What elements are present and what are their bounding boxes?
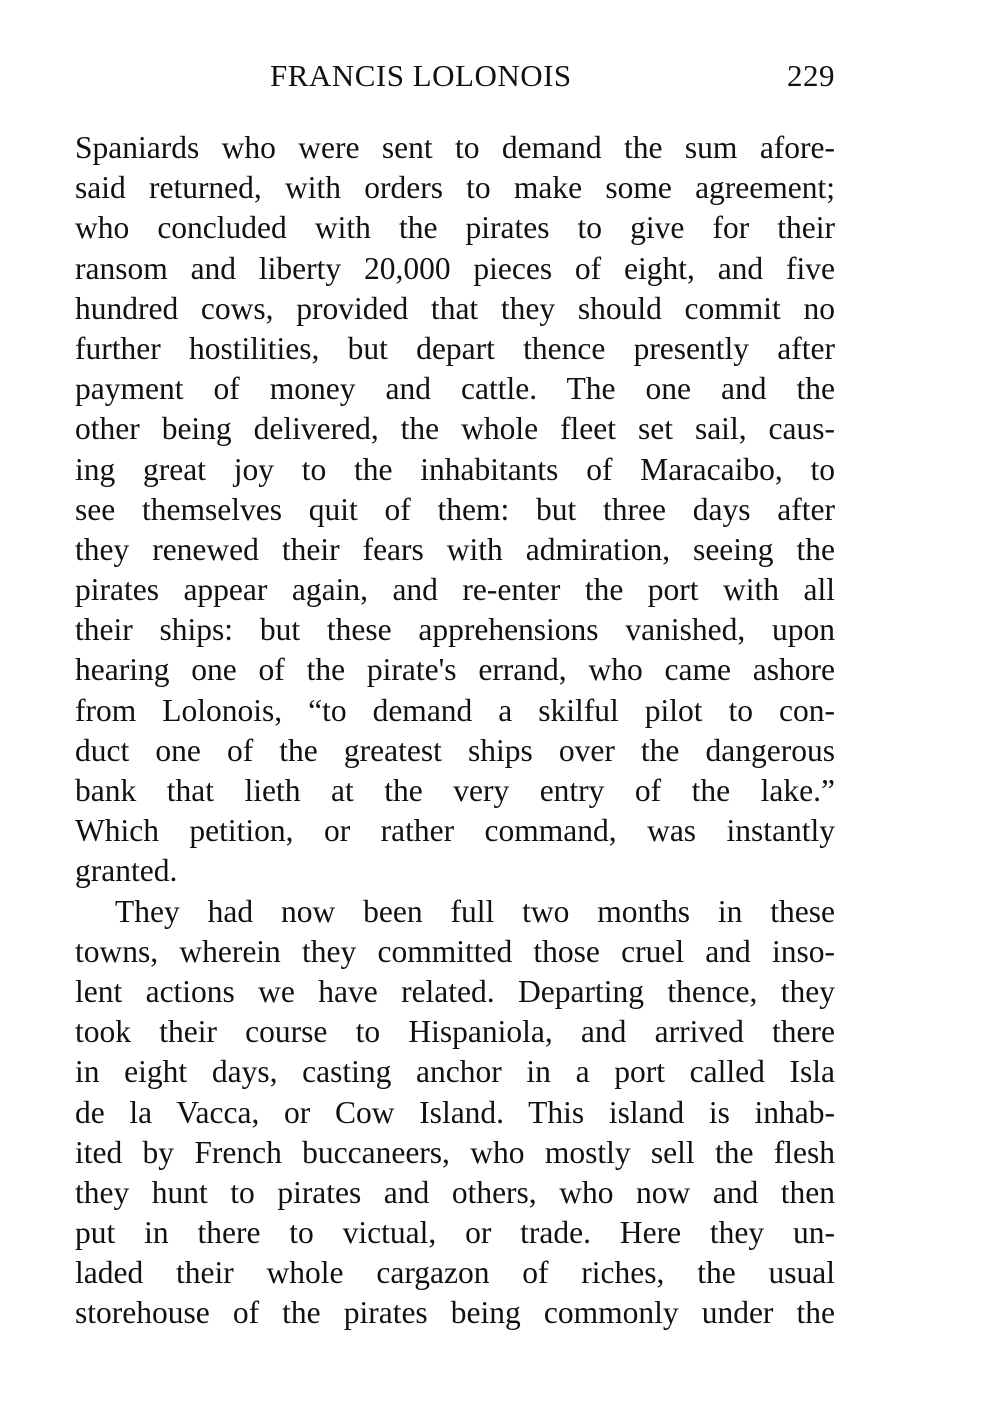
text-line: they hunt to pirates and others, who now and then — [75, 1174, 835, 1210]
text-line: put in there to victual, or trade. Here they un- — [75, 1215, 835, 1251]
text-line: see themselves quit of them: but three days after — [75, 491, 835, 527]
body-text — [75, 128, 835, 1334]
text-line: hearing one of the pirate's errand, who came ashore — [75, 652, 835, 688]
paragraph — [75, 892, 835, 1334]
text-line: took their course to Hispaniola, and arrived there — [75, 1014, 835, 1050]
text-line: pirates appear again, and re-enter the port with all — [75, 572, 835, 608]
text-line: duct one of the greatest ships over the dangerous — [75, 732, 835, 768]
text-line: payment of money and cattle. The one and the — [75, 371, 835, 407]
text-line: said returned, with orders to make some agreement; — [75, 170, 835, 206]
text-line: lent actions we have related. Departing thence, they — [75, 973, 835, 1009]
text-line: They had now been full two months in these — [115, 893, 835, 929]
text-line: granted. — [75, 853, 178, 889]
text-line: ited by French buccaneers, who mostly sell the flesh — [75, 1134, 835, 1170]
paragraph — [75, 128, 835, 892]
text-line: laded their whole cargazon of riches, the usual — [75, 1255, 835, 1291]
page-number: 229 — [787, 58, 835, 93]
text-line: Which petition, or rather command, was instantly — [75, 813, 835, 849]
text-line: towns, wherein they committed those cruel and inso- — [75, 933, 835, 969]
text-line: their ships: but these apprehensions vanished, upon — [75, 612, 835, 648]
running-title: FRANCIS LOLONOIS — [270, 58, 572, 93]
text-line: from Lolonois, “to demand a skilful pilot to con- — [75, 692, 835, 728]
text-line: further hostilities, but depart thence presently after — [75, 330, 835, 366]
text-line: ing great joy to the inhabitants of Maracaibo, to — [75, 451, 835, 487]
text-line: other being delivered, the whole fleet set sail, caus- — [75, 411, 835, 447]
text-line: they renewed their fears with admiration, seeing the — [75, 531, 835, 567]
text-line: in eight days, casting anchor in a port called Isla — [75, 1054, 835, 1090]
page-header — [75, 58, 835, 102]
text-line: Spaniards who were sent to demand the sum afore- — [75, 130, 835, 165]
text-line: hundred cows, provided that they should commit no — [75, 290, 835, 326]
text-line: bank that lieth at the very entry of the lake.” — [75, 773, 835, 808]
text-line: de la Vacca, or Cow Island. This island is inhab- — [75, 1094, 835, 1130]
text-line: who concluded with the pirates to give for their — [75, 210, 835, 246]
text-line: storehouse of the pirates being commonly under the — [75, 1295, 835, 1331]
text-line: ransom and liberty 20,000 pieces of eight, and five — [75, 250, 835, 286]
